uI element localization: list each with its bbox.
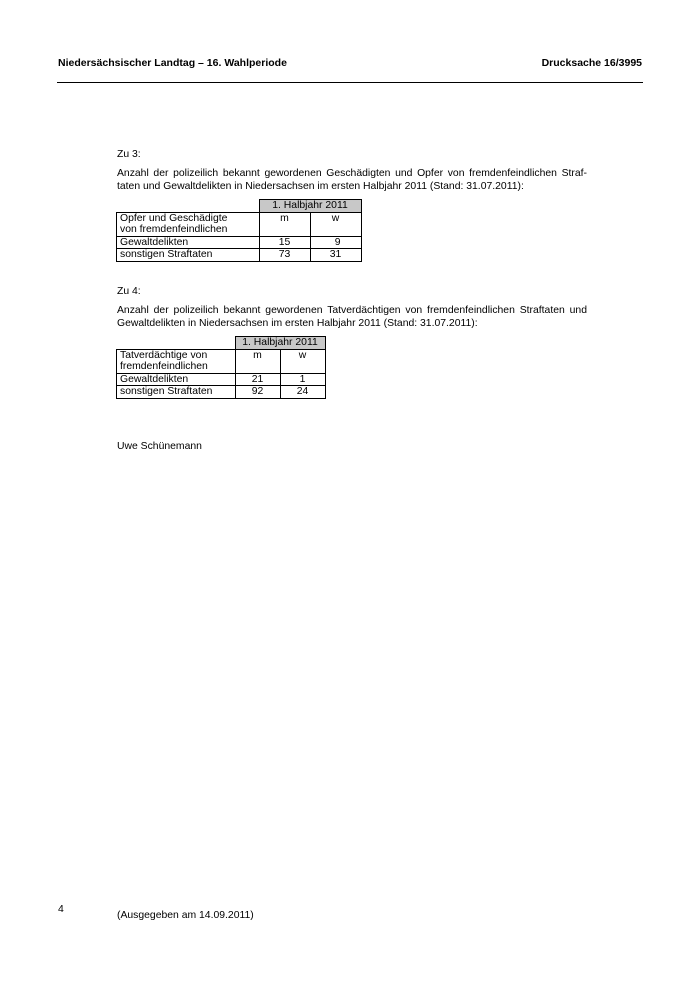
- table-cell-w: 31: [310, 249, 361, 262]
- header-document-number: Drucksache 16/3995: [541, 57, 642, 69]
- table-row: [117, 236, 362, 249]
- header-divider: [57, 82, 643, 83]
- table-row-header: [117, 212, 260, 236]
- table-cell-w: 1: [280, 373, 325, 386]
- table-period-header: 1. Halbjahr 2011: [235, 337, 325, 350]
- header-title: Niedersächsischer Landtag – 16. Wahlperiode: [58, 57, 287, 69]
- table-cell-m: 15: [259, 236, 310, 249]
- section4-table: [116, 336, 326, 399]
- section4-paragraph-line1: Anzahl der polizeilich bekannt gewordenen Tatverdächtigen von fremdenfeindlichen Straftaten und: [117, 305, 587, 316]
- table-col-m: m: [259, 212, 310, 236]
- table-row-header-line1: Tatverdächtige von: [120, 349, 208, 361]
- table-subheader-row: [117, 349, 326, 373]
- table-col-w: w: [310, 212, 361, 236]
- table-cell-w: 9: [310, 236, 361, 249]
- table-header-row: [117, 200, 362, 213]
- table-period-header: 1. Halbjahr 2011: [259, 200, 361, 213]
- section3-paragraph: [117, 167, 587, 193]
- table-row-label: sonstigen Straftaten: [117, 386, 236, 399]
- table-cell-m: 21: [235, 373, 280, 386]
- section4-paragraph: [117, 304, 587, 330]
- table-row-label: Gewaltdelikten: [117, 236, 260, 249]
- table-row-header-line2: fremdenfeindlichen: [120, 361, 208, 372]
- table-row: [117, 386, 326, 399]
- table-row-header-line2: von fremdenfeindlichen: [120, 224, 228, 235]
- table-row-label: Gewaltdelikten: [117, 373, 236, 386]
- table-row-header: [117, 349, 236, 373]
- table-corner: [117, 200, 260, 213]
- section4-heading: Zu 4:: [117, 286, 141, 297]
- table-row: [117, 249, 362, 262]
- section3-table: [116, 199, 362, 262]
- footer-issued-date: (Ausgegeben am 14.09.2011): [117, 910, 254, 921]
- section3-heading: Zu 3:: [117, 149, 141, 160]
- section3-paragraph-line2: taten und Gewaltdelikten in Niedersachsen im ersten Halbjahr 2011 (Stand: 31.07.2011):: [117, 181, 524, 192]
- table-col-m: m: [235, 349, 280, 373]
- page-number: 4: [58, 904, 64, 915]
- table-row-header-line1: Opfer und Geschädigte: [120, 212, 228, 224]
- table-col-w: w: [280, 349, 325, 373]
- table-header-row: [117, 337, 326, 350]
- section3-paragraph-line1: Anzahl der polizeilich bekannt gewordenen Geschädigten und Opfer von fremdenfeindlichen Straf-: [117, 168, 587, 179]
- table-row: [117, 373, 326, 386]
- table-cell-m: 73: [259, 249, 310, 262]
- table-cell-m: 92: [235, 386, 280, 399]
- section4-paragraph-line2: Gewaltdelikten in Niedersachsen im ersten Halbjahr 2011 (Stand: 31.07.2011):: [117, 318, 478, 329]
- signature: Uwe Schünemann: [117, 441, 202, 452]
- table-corner: [117, 337, 236, 350]
- table-subheader-row: [117, 212, 362, 236]
- table-cell-w: 24: [280, 386, 325, 399]
- table-row-label: sonstigen Straftaten: [117, 249, 260, 262]
